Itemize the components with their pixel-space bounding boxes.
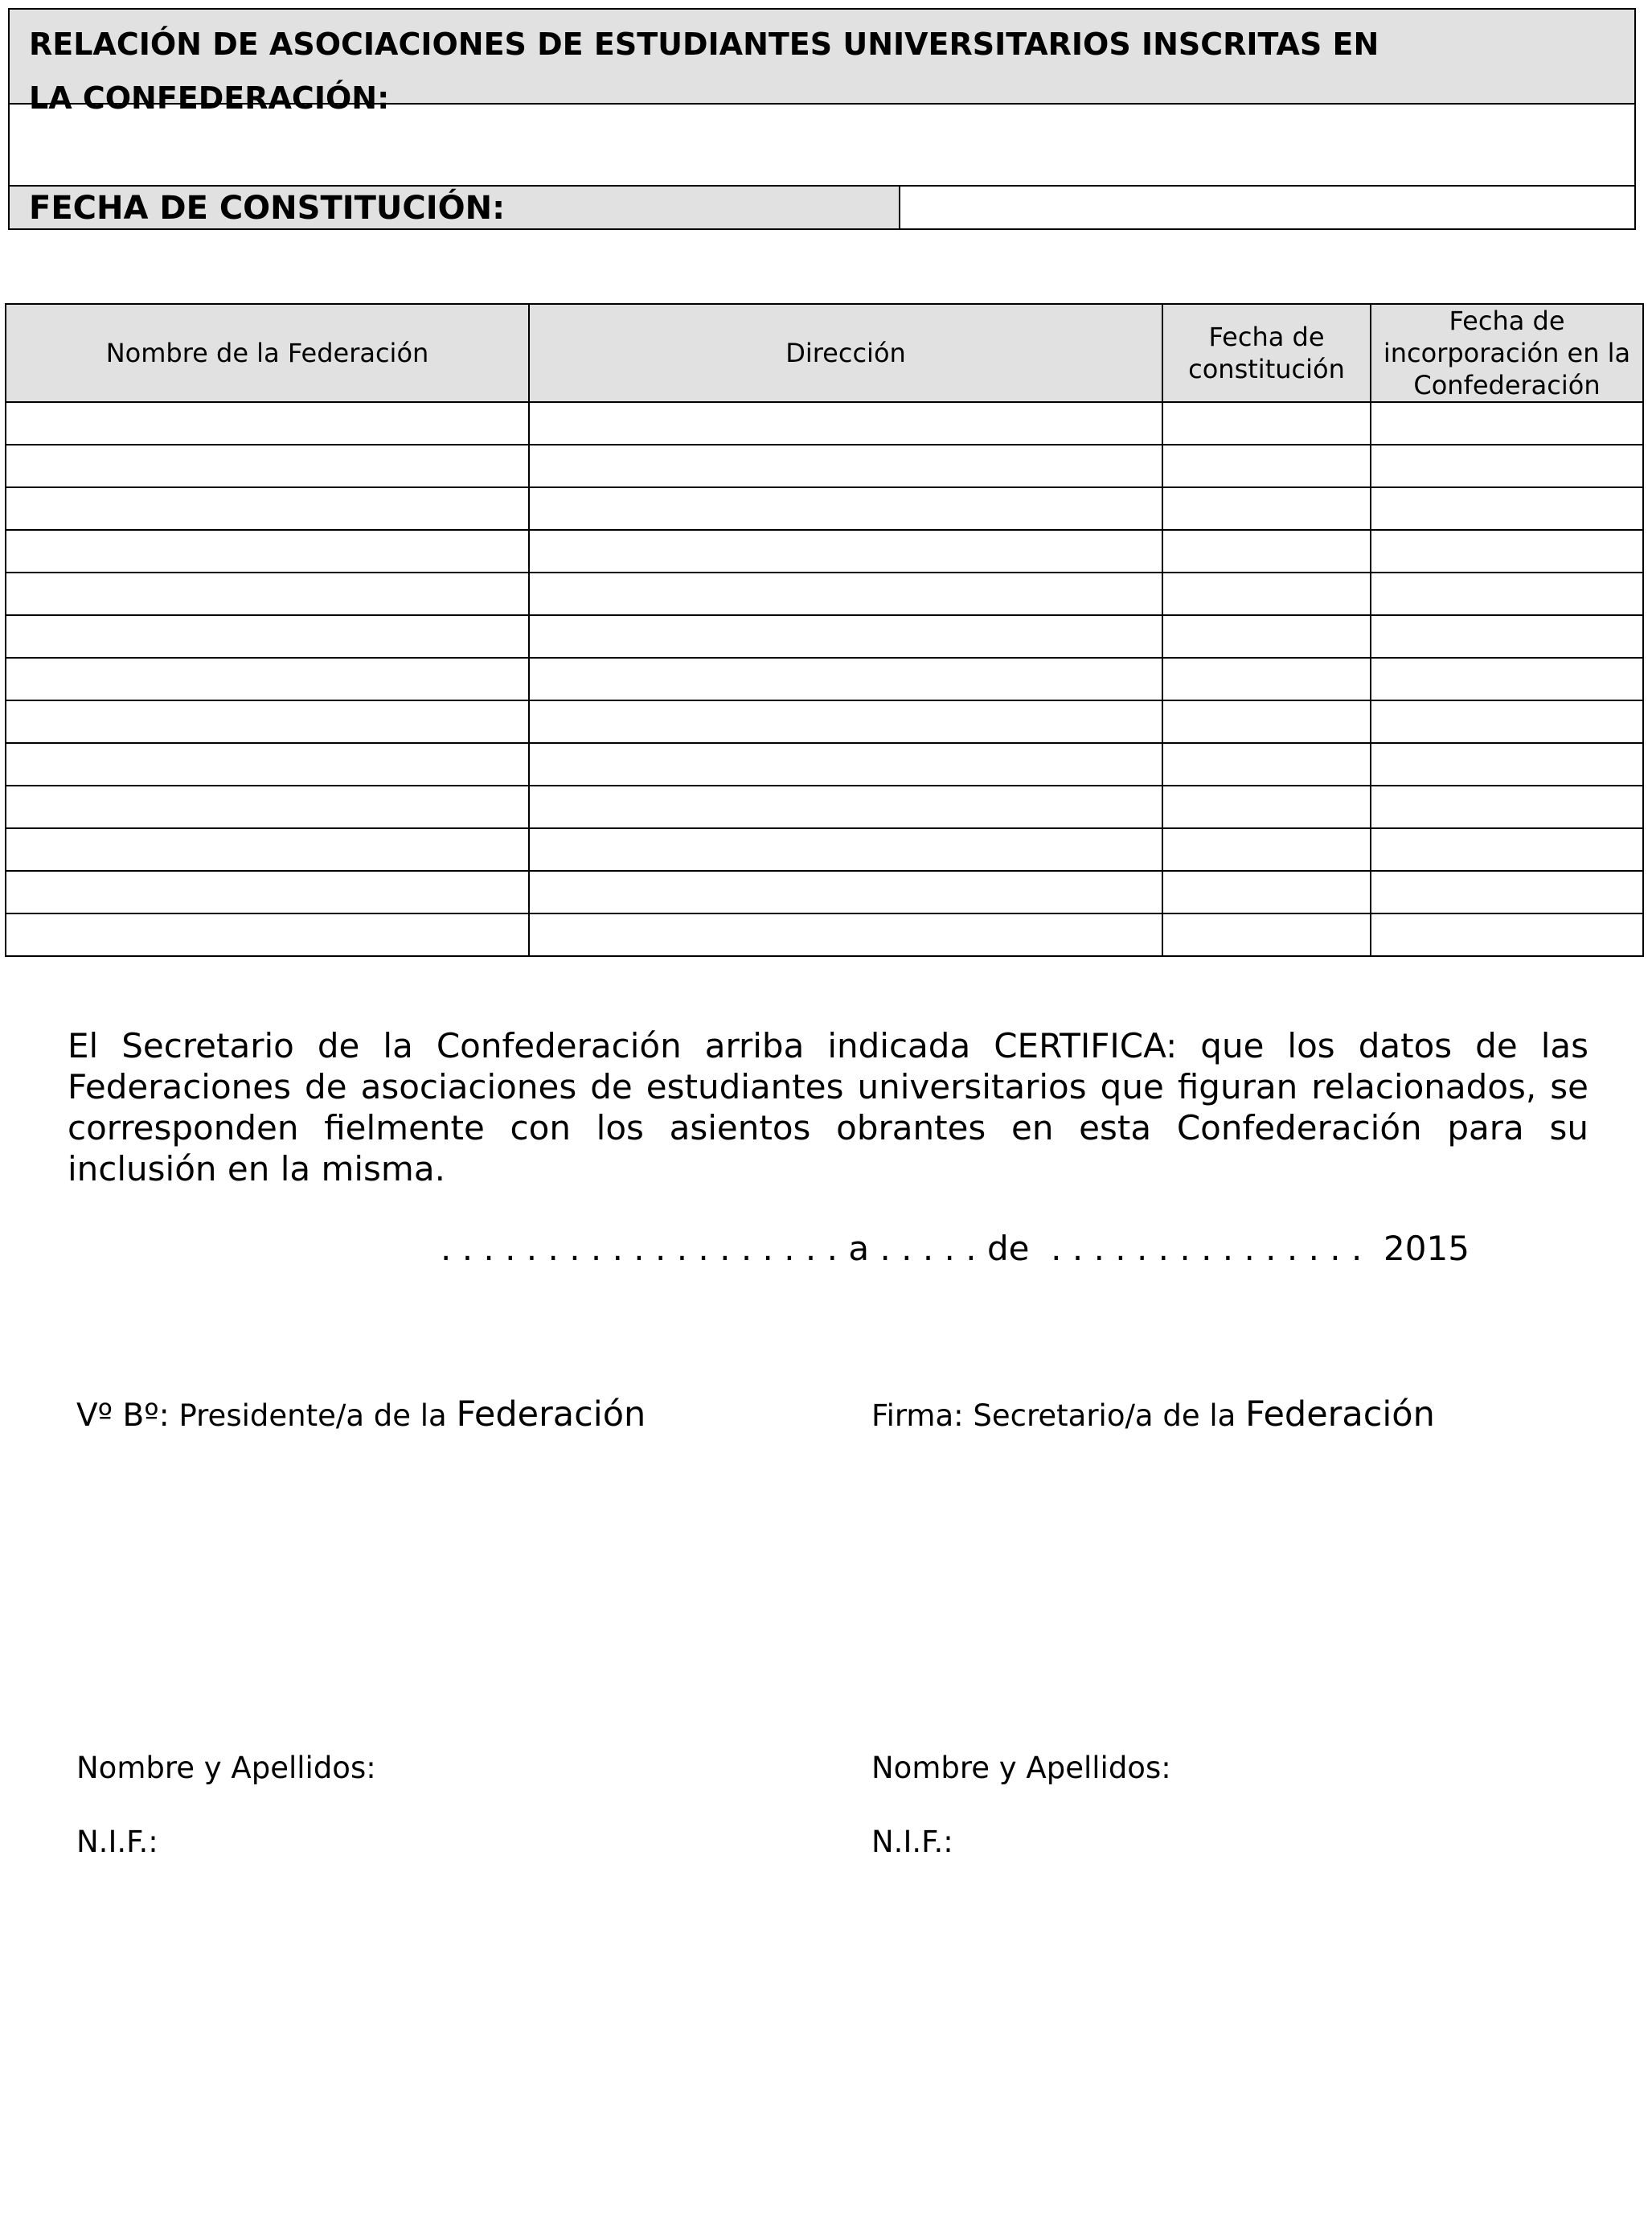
cell-fecha-constitucion[interactable]: [1162, 700, 1371, 743]
cell-nombre[interactable]: [6, 615, 529, 658]
cell-nombre[interactable]: [6, 743, 529, 786]
form-title: [10, 10, 1634, 116]
cell-fecha-constitucion[interactable]: [1162, 786, 1371, 828]
table-row: [6, 487, 1643, 530]
cell-nombre[interactable]: [6, 786, 529, 828]
cell-nombre[interactable]: [6, 487, 529, 530]
federations-table: [5, 303, 1644, 957]
secretario-entity: Federación: [1245, 1394, 1435, 1435]
cell-fecha-constitucion[interactable]: [1162, 487, 1371, 530]
date-line: [441, 1229, 1470, 1269]
table-body: [6, 402, 1643, 956]
cell-direccion[interactable]: [529, 871, 1162, 913]
cell-nombre[interactable]: [6, 573, 529, 615]
title-line-1: RELACIÓN DE ASOCIACIONES DE ESTUDIANTES UNIVERSITARIOS INSCRITAS EN: [29, 27, 1379, 62]
table-row: [6, 700, 1643, 743]
cell-fecha-constitucion[interactable]: [1162, 402, 1371, 445]
cell-direccion[interactable]: [529, 615, 1162, 658]
cell-fecha-incorporacion[interactable]: [1371, 743, 1643, 786]
certification-text: El Secretario de la Confederación arriba indicada CERTIFICA: que los datos de las Federaciones de asociaciones de estudiantes universitarios que figuran relacionados, se corresponden fielmente con los asientos obrantes en esta Confederación para su inclusión en la misma.: [68, 1026, 1588, 1189]
date-year: 2015: [1383, 1229, 1470, 1268]
cell-fecha-constitucion[interactable]: [1162, 871, 1371, 913]
cell-fecha-constitucion[interactable]: [1162, 445, 1371, 487]
cell-fecha-incorporacion[interactable]: [1371, 445, 1643, 487]
cell-fecha-incorporacion[interactable]: [1371, 487, 1643, 530]
firma-mark: Firma:: [871, 1398, 964, 1433]
cell-fecha-constitucion[interactable]: [1162, 743, 1371, 786]
cell-fecha-incorporacion[interactable]: [1371, 573, 1643, 615]
cell-fecha-incorporacion[interactable]: [1371, 828, 1643, 871]
cell-direccion[interactable]: [529, 743, 1162, 786]
cell-fecha-constitucion[interactable]: [1162, 615, 1371, 658]
secretario-name-label: Nombre y Apellidos:: [871, 1751, 1171, 1785]
presidente-nif-label: N.I.F.:: [76, 1825, 158, 1859]
cell-nombre[interactable]: [6, 658, 529, 700]
fecha-constitucion-field[interactable]: [900, 187, 1634, 228]
cell-direccion[interactable]: [529, 786, 1162, 828]
cell-nombre[interactable]: [6, 871, 529, 913]
table-row: [6, 402, 1643, 445]
cell-fecha-incorporacion[interactable]: [1371, 913, 1643, 956]
table-header-row: [6, 304, 1643, 402]
vb-mark: Vº Bº:: [76, 1398, 170, 1434]
cell-fecha-constitucion[interactable]: [1162, 913, 1371, 956]
firma-secretario-label: [871, 1395, 1435, 1435]
cell-fecha-incorporacion[interactable]: [1371, 658, 1643, 700]
cell-nombre[interactable]: [6, 700, 529, 743]
cell-fecha-incorporacion[interactable]: [1371, 402, 1643, 445]
table-row: [6, 913, 1643, 956]
table-row: [6, 615, 1643, 658]
table-row: [6, 786, 1643, 828]
table-row: [6, 530, 1643, 573]
presidente-role: Presidente/a de la: [178, 1398, 447, 1433]
cell-direccion[interactable]: [529, 700, 1162, 743]
table-row: [6, 871, 1643, 913]
presidente-name-label: Nombre y Apellidos:: [76, 1751, 376, 1785]
table-row: [6, 658, 1643, 700]
col-header-direccion: Dirección: [529, 304, 1162, 402]
secretario-nif-label: N.I.F.:: [871, 1825, 953, 1859]
fecha-constitucion-row: [10, 187, 1634, 228]
col-header-fecha-incorporacion: Fecha de incorporación en la Confederación: [1371, 304, 1643, 402]
title-line-2: LA CONFEDERACIÓN:: [29, 80, 390, 116]
table-row: [6, 573, 1643, 615]
vb-presidente-label: [76, 1395, 646, 1435]
table-row: [6, 828, 1643, 871]
cell-fecha-constitucion[interactable]: [1162, 573, 1371, 615]
cell-fecha-constitucion[interactable]: [1162, 828, 1371, 871]
cell-fecha-incorporacion[interactable]: [1371, 615, 1643, 658]
cell-nombre[interactable]: [6, 828, 529, 871]
table-row: [6, 743, 1643, 786]
cell-direccion[interactable]: [529, 402, 1162, 445]
cell-nombre[interactable]: [6, 913, 529, 956]
cell-direccion[interactable]: [529, 445, 1162, 487]
date-day-dots: . . . . .: [879, 1229, 977, 1268]
cell-fecha-constitucion[interactable]: [1162, 658, 1371, 700]
cell-fecha-constitucion[interactable]: [1162, 530, 1371, 573]
cell-direccion[interactable]: [529, 913, 1162, 956]
cell-fecha-incorporacion[interactable]: [1371, 700, 1643, 743]
cell-fecha-incorporacion[interactable]: [1371, 530, 1643, 573]
date-de: de: [986, 1229, 1030, 1268]
col-header-fecha-constitucion: Fecha de constitución: [1162, 304, 1371, 402]
fecha-constitucion-label: FECHA DE CONSTITUCIÓN:: [10, 187, 900, 228]
cell-nombre[interactable]: [6, 445, 529, 487]
date-a: a: [848, 1229, 870, 1268]
date-place-dots: . . . . . . . . . . . . . . . . . . .: [441, 1229, 838, 1268]
cell-direccion[interactable]: [529, 573, 1162, 615]
cell-nombre[interactable]: [6, 530, 529, 573]
secretario-role: Secretario/a de la: [973, 1398, 1236, 1433]
cell-fecha-incorporacion[interactable]: [1371, 786, 1643, 828]
date-month-dots: . . . . . . . . . . . . . . .: [1051, 1229, 1363, 1268]
presidente-entity: Federación: [456, 1394, 646, 1435]
cell-direccion[interactable]: [529, 658, 1162, 700]
cell-fecha-incorporacion[interactable]: [1371, 871, 1643, 913]
header-box: [8, 8, 1636, 230]
cell-direccion[interactable]: [529, 828, 1162, 871]
cell-direccion[interactable]: [529, 530, 1162, 573]
cell-nombre[interactable]: [6, 402, 529, 445]
cell-direccion[interactable]: [529, 487, 1162, 530]
table-row: [6, 445, 1643, 487]
col-header-nombre: Nombre de la Federación: [6, 304, 529, 402]
